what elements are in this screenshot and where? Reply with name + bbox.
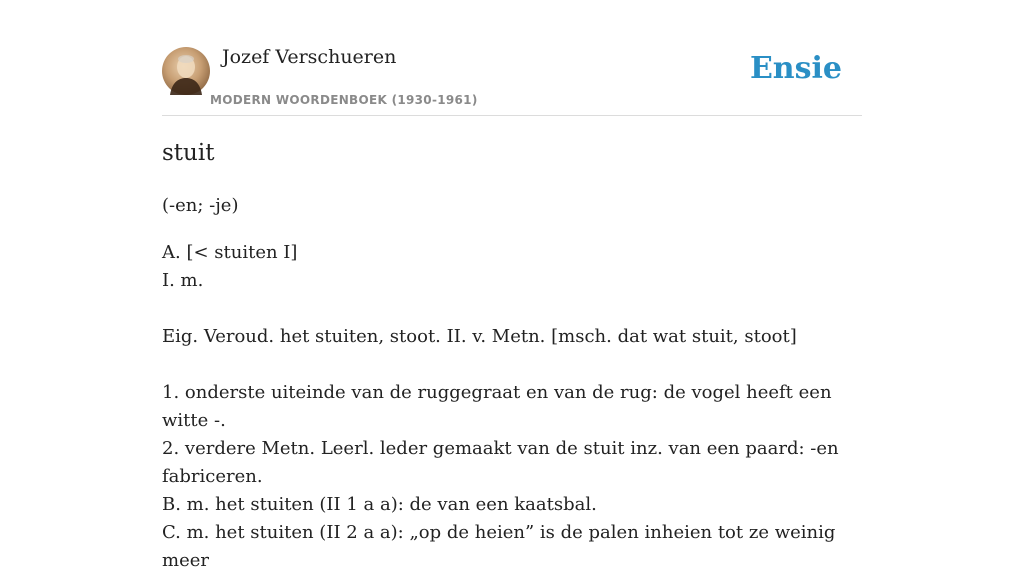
author-portrait-icon	[162, 47, 210, 95]
entry-line: 2. verdere Metn. Leerl. leder gemaakt van de stuit inz. van een paard: -en fabriceren.	[162, 438, 839, 487]
entry-title: stuit	[162, 140, 215, 166]
source-label[interactable]: MODERN WOORDENBOEK (1930-1961)	[210, 93, 478, 107]
entry-forms: (-en; -je)	[162, 195, 239, 216]
entry-line: Eig. Veroud. het stuiten, stoot. II. v. Metn. [msch. dat wat stuit, stoot]	[162, 326, 797, 347]
entry-line: I. m.	[162, 270, 204, 291]
entry-line: 1. onderste uiteinde van de ruggegraat en van de rug: de vogel heeft een witte -.	[162, 382, 832, 431]
page-container	[162, 0, 862, 571]
author-name[interactable]: Jozef Verschueren	[222, 46, 397, 68]
entry-line: B. m. het stuiten (II 1 a a): de van een kaatsbal.	[162, 494, 597, 515]
entry-line: C. m. het stuiten (II 2 a a): „op de heien” is de palen inheien tot ze weinig meer	[162, 522, 836, 571]
author-avatar[interactable]	[162, 47, 210, 95]
entry-body	[162, 192, 862, 575]
brand-logo[interactable]: Ensie	[749, 51, 842, 86]
page-header	[162, 0, 862, 116]
entry-line: A. [< stuiten I]	[162, 242, 298, 263]
